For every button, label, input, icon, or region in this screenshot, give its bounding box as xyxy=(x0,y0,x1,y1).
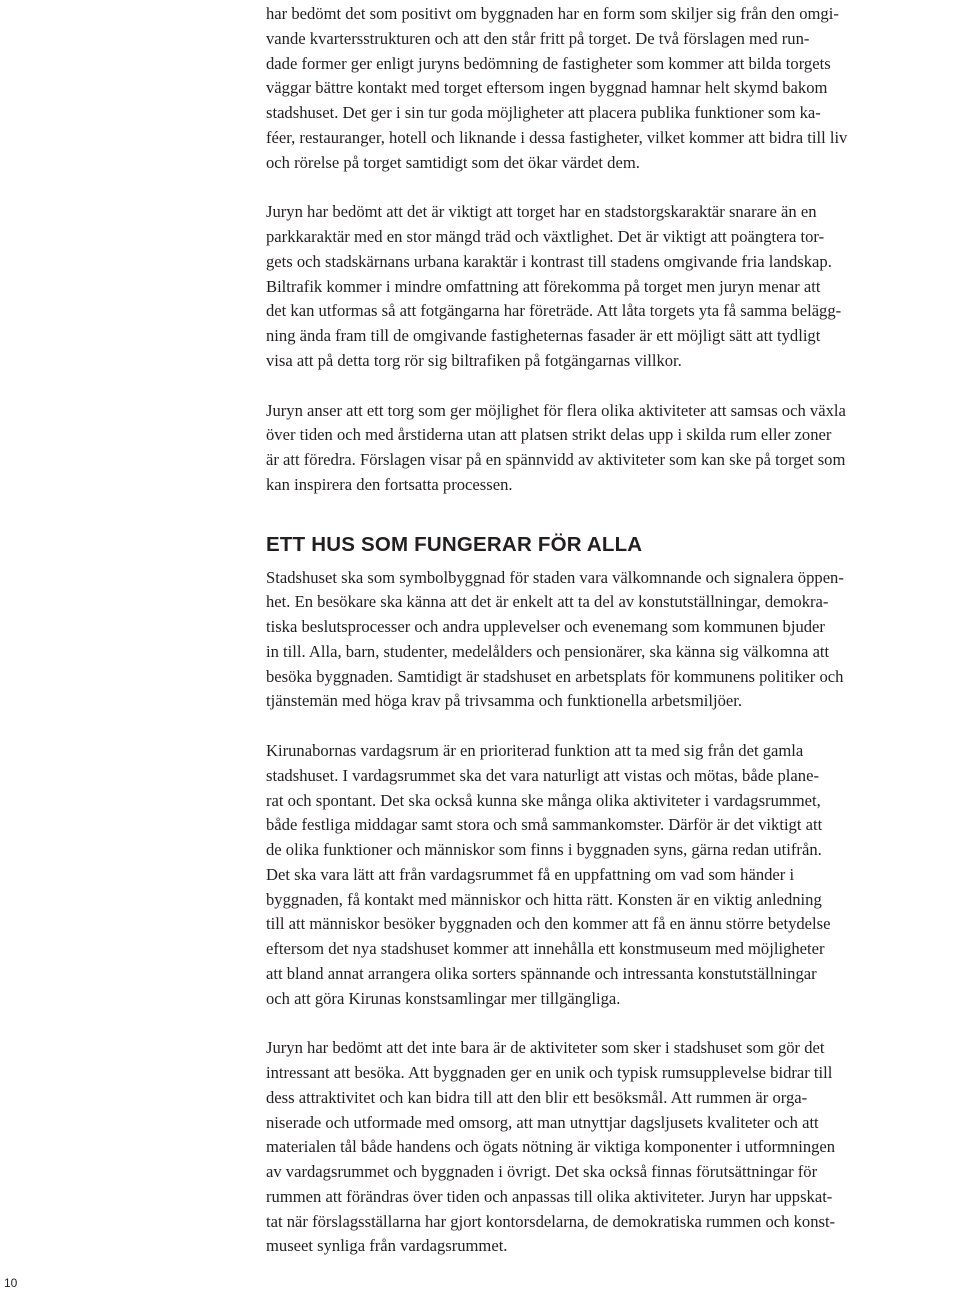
text-line: vande kvartersstrukturen och att den står fritt på torget. De två förslagen med run- xyxy=(266,28,810,48)
text-line: eftersom det nya stadshuset kommer att innehålla ett konstmuseum med möjligheter xyxy=(266,939,825,958)
text-line: det kan utformas så att fotgängarna har företräde. Att låta torgets yta få samma belägg- xyxy=(266,301,842,321)
text-line: av vardagsrummet och byggnaden i övrigt. Det ska också finnas förutsättningar för xyxy=(266,1162,818,1181)
text-line: materialen tål både handens och ögats nötning är viktiga komponenter i utformningen xyxy=(266,1137,836,1157)
text-line: stadshuset. Det ger i sin tur goda möjligheter att placera publika funktioner som ka- xyxy=(266,103,821,122)
text-line: niserade och utformade med omsorg, att man utnyttjar dagsljusets kvaliteter och att xyxy=(266,1112,819,1132)
text-line: till att människor besöker byggnaden och den kommer att få en ännu större betydelse xyxy=(266,914,831,934)
paragraph-3 xyxy=(266,399,960,498)
text-line: stadshuset. I vardagsrummet ska det vara naturligt att vistas och mötas, både plane- xyxy=(266,765,819,785)
paragraph-5 xyxy=(266,739,960,1011)
text-line: väggar bättre kontakt med torget eftersom ingen byggnad hamnar helt skymd bakom xyxy=(266,78,828,98)
text-line: visa att på detta torg rör sig biltrafiken på fotgängarnas villkor. xyxy=(266,350,682,370)
text-line: över tiden och med årstiderna utan att platsen strikt delas upp i skilda rum eller zoner xyxy=(266,425,832,445)
text-line: och rörelse på torget samtidigt som det ökar värdet dem. xyxy=(266,152,640,172)
paragraph-2 xyxy=(266,200,960,373)
text-line: rat och spontant. Det ska också kunna ske många olika aktiviteter i vardagsrummet, xyxy=(266,790,821,810)
text-column xyxy=(266,0,960,1259)
text-line: dess attraktivitet och kan bidra till att den blir ett besöksmål. Att rummen är orga- xyxy=(266,1087,808,1107)
paragraph-6 xyxy=(266,1036,960,1259)
page-number: 10 xyxy=(4,1276,18,1290)
text-line: rummen att förändras över tiden och anpassas till olika aktiviteter. Juryn har uppskat- xyxy=(266,1186,833,1206)
paragraph-1 xyxy=(266,2,960,175)
text-line: museet synliga från vardagsrummet. xyxy=(266,1236,508,1256)
paragraph-4 xyxy=(266,566,960,715)
text-line: besöka byggnaden. Samtidigt är stadshuset en arbetsplats för kommunens politiker och xyxy=(266,666,844,686)
text-line: är att föredra. Förslagen visar på en spännvidd av aktiviteter som kan ske på torget som xyxy=(266,450,846,469)
text-line: tjänstemän med höga krav på trivsamma och funktionella arbetsmiljöer. xyxy=(266,691,743,711)
text-line: byggnaden, få kontakt med människor och hitta rätt. Konsten är en viktig anledning xyxy=(266,889,822,909)
section-heading: ETT HUS SOM FUNGERAR FÖR ALLA xyxy=(266,532,643,556)
text-line: och att göra Kirunas konstsamlingar mer tillgängliga. xyxy=(266,988,621,1008)
text-line: parkkaraktär med en stor mängd träd och växtlighet. Det är viktigt att poängtera tor- xyxy=(266,227,825,246)
text-line: de olika funktioner och människor som finns i byggnaden syns, gärna redan utifrån. xyxy=(266,840,822,859)
text-line: intressant att besöka. Att byggnaden ger en unik och typisk rumsupplevelse bidrar till xyxy=(266,1063,833,1082)
text-line: het. En besökare ska känna att det är enkelt att ta del av konstutställningar, demokra- xyxy=(266,592,829,612)
text-line: Det ska vara lätt att från vardagsrummet få en uppfattning om vad som händer i xyxy=(266,864,795,884)
text-line: gets och stadskärnans urbana karaktär i kontrast till stadens omgivande fria landskap. xyxy=(266,251,832,271)
text-line: att bland annat arrangera olika sorters spännande och intressanta konstutställningar xyxy=(266,963,817,983)
text-line: kan inspirera den fortsatta processen. xyxy=(266,474,513,494)
text-line: Juryn har bedömt att det är viktigt att torget har en stadstorgskaraktär snarare än en xyxy=(266,202,817,222)
text-line: Stadshuset ska som symbolbyggnad för staden vara välkomnande och signalera öppen- xyxy=(266,567,844,587)
text-line: dade former ger enligt juryns bedömning de fastigheter som kommer att bilda torgets xyxy=(266,53,831,73)
text-line: tiska beslutsprocesser och andra upplevelser och evenemang som kommunen bjuder xyxy=(266,617,825,636)
text-line: tat när förslagsställarna har gjort kontorsdelarna, de demokratiska rummen och konst- xyxy=(266,1211,836,1231)
text-line: ning ända fram till de omgivande fastigheternas fasader är ett möjligt sätt att tydligt xyxy=(266,326,821,345)
text-line: in till. Alla, barn, studenter, medelålders och pensionärer, ska känna sig välkomna att xyxy=(266,641,830,661)
text-line: féer, restauranger, hotell och liknande i dessa fastigheter, vilket kommer att bidra till liv xyxy=(266,127,848,147)
text-line: Kirunabornas vardagsrum är en prioriterad funktion att ta med sig från det gamla xyxy=(266,741,804,760)
text-line: Juryn anser att ett torg som ger möjlighet för flera olika aktiviteter att samsas och växla xyxy=(266,400,846,420)
text-line: har bedömt det som positivt om byggnaden har en form som skiljer sig från den omgi- xyxy=(266,4,839,23)
text-line: Biltrafik kommer i mindre omfattning att förekomma på torget men juryn menar att xyxy=(266,276,821,296)
text-line: både festliga middagar samt stora och små sammankomster. Därför är det viktigt att xyxy=(266,815,823,835)
text-line: Juryn har bedömt att det inte bara är de aktiviteter som sker i stadshuset som gör det xyxy=(266,1038,825,1058)
